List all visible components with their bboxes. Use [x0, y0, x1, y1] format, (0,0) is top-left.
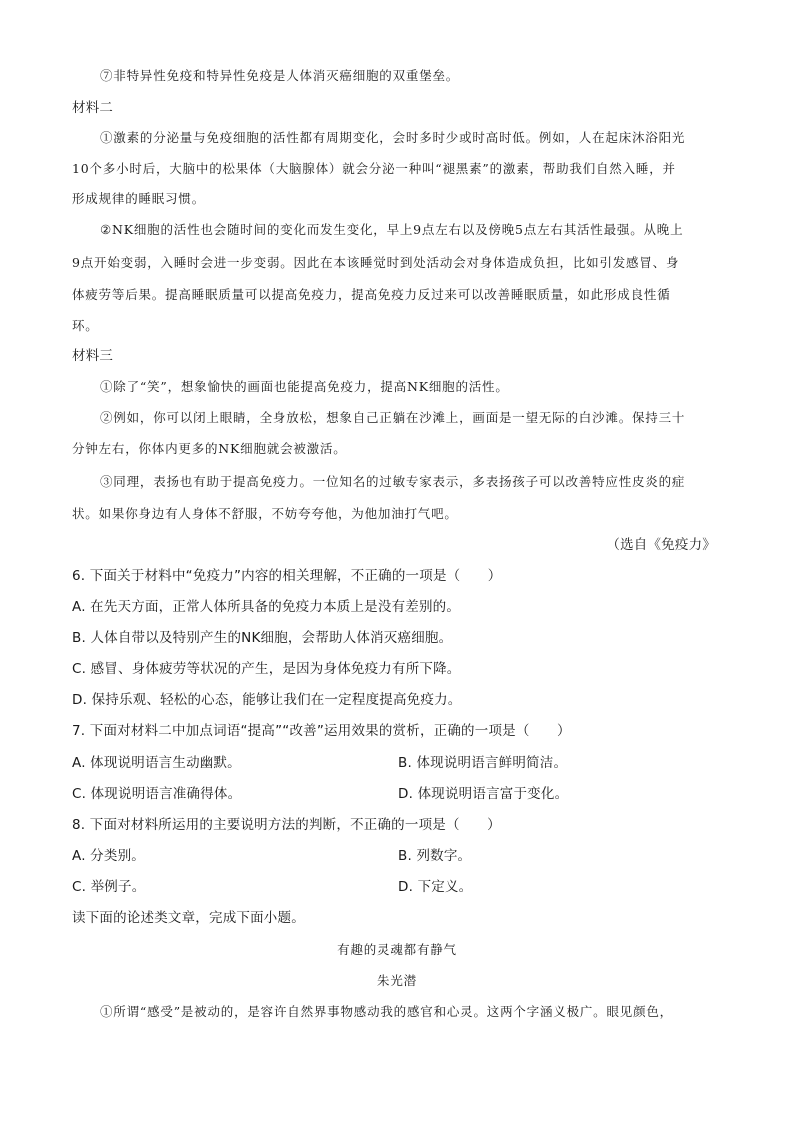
question-8-option-b: B. 列数字。	[398, 848, 472, 864]
question-7-option-c: C. 体现说明语言准确得体。	[72, 786, 242, 802]
material3-paragraph-3-line-1: ③同理，表扬也有助于提高免疫力。一位知名的过敏专家表示，多表扬孩子可以改善特应性皮炎的症	[100, 474, 686, 489]
essay-title: 有趣的灵魂都有静气	[337, 942, 457, 957]
source-citation: （选自《免疫力》	[606, 537, 716, 553]
material1-paragraph-7: ⑦非特异性免疫和特异性免疫是人体消灭癌细胞的双重堡垒。	[100, 68, 460, 83]
question-8-option-a: A. 分类别。	[72, 848, 145, 864]
question-6-stem: 6. 下面关于材料中“免疫力”内容的相关理解，不正确的一项是（ ）	[72, 568, 502, 584]
material3-paragraph-2-line-2: 分钟左右，你体内更多的NK细胞就会被激活。	[72, 441, 347, 456]
essay-author: 朱光潜	[377, 973, 417, 988]
material2-paragraph-2-line-1: ②NK细胞的活性也会随时间的变化而发生变化，早上9点左右以及傍晚5点左右其活性最强。从晚上	[100, 222, 684, 237]
material2-paragraph-1-line-2: 10个多小时后，大脑中的松果体（大脑腺体）就会分泌一种叫“褪黑素”的激素，帮助我们自然入睡，并	[72, 161, 676, 176]
question-6-option-d: D. 保持乐观、轻松的心态，能够让我们在一定程度提高免疫力。	[72, 692, 462, 708]
material2-paragraph-1-line-1: ①激素的分泌量与免疫细胞的活性都有周期变化，会时多时少或时高时低。例如，人在起床沐浴阳光	[100, 130, 686, 145]
question-7-stem: 7. 下面对材料二中加点词语“提高”“改善”运用效果的赏析，正确的一项是（ ）	[72, 723, 571, 739]
material2-paragraph-2-line-2: 9点开始变弱，入睡时会进一步变弱。因此在本该睡觉时到处活动会对身体造成负担，比如引发感冒、身	[72, 255, 680, 270]
material3-paragraph-1: ①除了“笑”，想象愉快的画面也能提高免疫力，提高NK细胞的活性。	[100, 379, 509, 394]
question-6-option-a: A. 在先天方面，正常人体所具备的免疫力本质上是没有差别的。	[72, 599, 461, 615]
essay-instruction: 读下面的论述类文章，完成下面小题。	[72, 910, 305, 926]
question-6-option-b: B. 人体自带以及特别产生的NK细胞，会帮助人体消灭癌细胞。	[72, 630, 453, 646]
question-8-option-c: C. 举例子。	[72, 879, 146, 895]
material3-paragraph-3-line-2: 状。如果你身边有人身体不舒服，不妨夸夸他，为他加油打气吧。	[72, 506, 458, 521]
material2-paragraph-1-line-3: 形成规律的睡眠习惯。	[72, 191, 206, 206]
material3-paragraph-2-line-1: ②例如，你可以闭上眼睛，全身放松，想象自己正躺在沙滩上，画面是一望无际的白沙滩。保持三十	[100, 410, 686, 425]
question-7-option-d: D. 体现说明语言富于变化。	[398, 786, 569, 802]
question-8-option-d: D. 下定义。	[398, 879, 473, 895]
question-7-option-b: B. 体现说明语言鲜明简洁。	[398, 755, 568, 771]
question-8-stem: 8. 下面对材料所运用的主要说明方法的判断，不正确的一项是（ ）	[72, 817, 501, 833]
material2-paragraph-2-line-3: 体疲劳等后果。提高睡眠质量可以提高免疫力，提高免疫力反过来可以改善睡眠质量，如此形成良性循	[72, 287, 671, 302]
question-6-option-c: C. 感冒、身体疲劳等状况的产生，是因为身体免疫力有所下降。	[72, 661, 461, 677]
material2-heading: 材料二	[72, 100, 114, 116]
question-7-option-a: A. 体现说明语言生动幽默。	[72, 755, 241, 771]
material2-paragraph-2-line-4: 环。	[72, 318, 99, 333]
essay-paragraph-1-line-1: ①所谓“感受”是被动的，是容许自然界事物感动我的感官和心灵。这两个字涵义极广。眼见颜色，	[100, 1004, 673, 1019]
material3-heading: 材料三	[72, 348, 114, 364]
